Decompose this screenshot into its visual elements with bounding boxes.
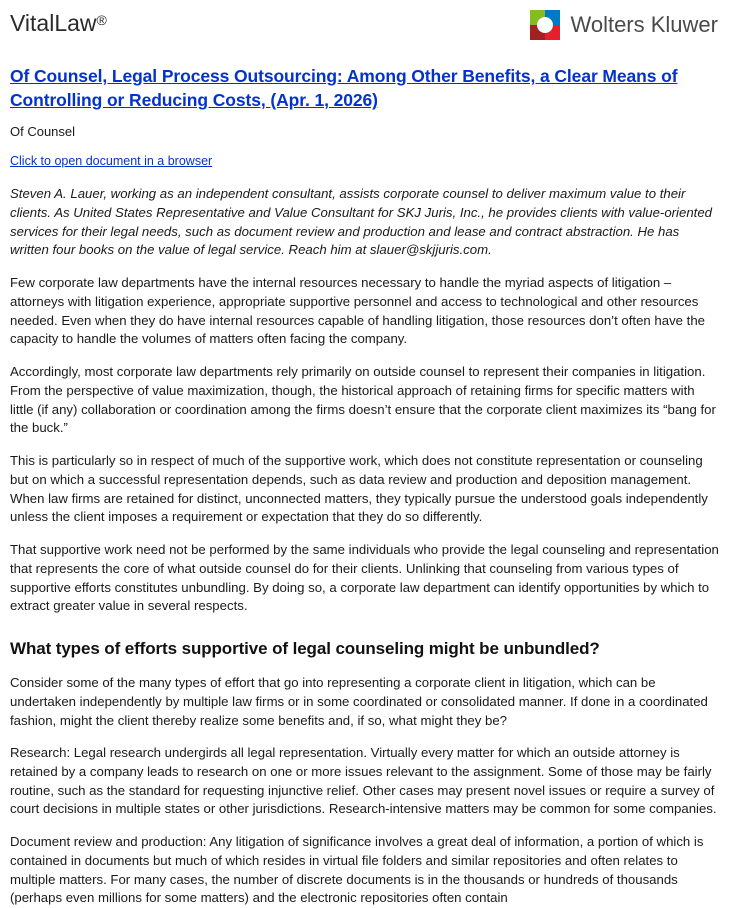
body-paragraph: This is particularly so in respect of much of the supportive work, which does not constitute representation or counseling but on which a successful representation depends, such as data review and production and deposition management. When law firms are retained for distinct, unconnected matters, they typically pursue the understood goals independently unless the client imposes a requirement or expectation that they do so differently. (10, 453, 708, 525)
section-heading: What types of efforts supportive of legal counseling might be unbundled? (10, 638, 600, 658)
wolters-kluwer-wordmark: Wolters Kluwer (570, 12, 718, 37)
body-paragraph: Accordingly, most corporate law departments rely primarily on outside counsel to represent their companies in litigation. From the perspective of value maximization, though, the historical approach of retaining firms for specific matters with little (if any) collaboration or coordination among the firms doesn’t ensure that the corporate client maximizes its “bang for the buck.” (10, 364, 716, 436)
wolters-kluwer-logo (530, 10, 720, 40)
open-in-browser-link[interactable]: Click to open document in a browser (10, 154, 213, 169)
author-bio: Steven A. Lauer, working as an independent consultant, assists corporate counsel to deliver maximum value to their clients. As United States Representative and Value Consultant for SKJ Juris, Inc., he provides clients with value-oriented services for their legal needs, such as document review and production and lease and contract abstraction. He has written four books on the value of legal service. Reach him at slauer@skjjuris.com. (10, 186, 712, 258)
body-paragraph: That supportive work need not be performed by the same individuals who provide the legal counseling and representation that represents the core of what outside counsel do for their clients. Unlinking that counseling from various types of supportive efforts constitutes unbundling. By doing so, a corporate law department can identify opportunities by which to extract greater value in several respects. (10, 542, 719, 614)
vitallaw-logo (10, 10, 107, 37)
registered-trademark-icon: ® (96, 12, 107, 28)
body-paragraph: Document review and production: Any litigation of significance involves a great deal of information, a portion of which is contained in documents but much of which resides in virtual file folders and similar repositories and often relates to multiple matters. For many cases, the number of discrete documents is in the thousands or hundreds of thousands (perhaps even millions for some matters) and the electronic repositories often contain (10, 834, 704, 906)
masthead (10, 0, 720, 54)
body-paragraph: Few corporate law departments have the internal resources necessary to handle the myriad aspects of litigation – attorneys with litigation experience, appropriate supportive personnel and access to technological and other resources needed. Even when they do have internal resources capable of handling litigation, those resources don’t often have the capacity to handle the volumes of matters often facing the company. (10, 275, 706, 347)
publication-name: Of Counsel (10, 124, 76, 140)
vitallaw-wordmark: VitalLaw (10, 10, 97, 36)
wolters-kluwer-logo-icon (530, 10, 560, 40)
body-paragraph: Consider some of the many types of effort that go into representing a corporate client in litigation, which can be undertaken independently by multiple law firms or in some coordinated or consolidated manner. If done in a coordinated fashion, might the client thereby realize some benefits and, if so, what might they be? (10, 675, 708, 728)
body-paragraph: Research: Legal research undergirds all legal representation. Virtually every matter for which an outside attorney is retained by a company leads to research on one or more issues relevant to the assignment. Some of those may be fairly routine, such as the standard for requesting injunctive relief. Other cases may present novel issues or require a survey of court decisions in multiple states or other jurisdictions. Research-intensive matters may be common for some companies. (10, 745, 717, 817)
document-title-link[interactable]: Of Counsel, Legal Process Outsourcing: Among Other Benefits, a Clear Means of Controlling or Reducing Costs, (Apr. 1, 2026) (10, 66, 678, 111)
